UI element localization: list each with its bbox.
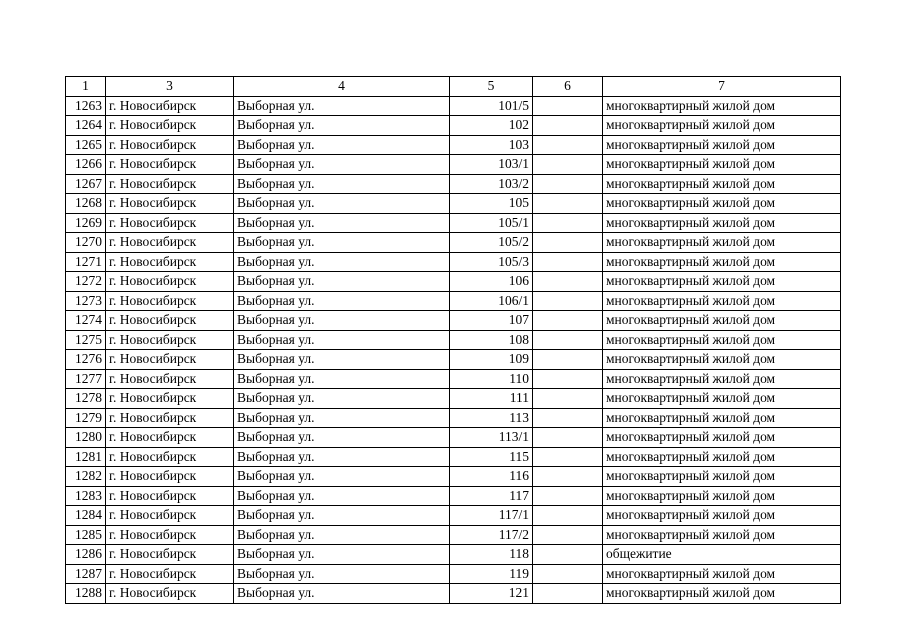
empty-cell [533,428,603,448]
table-row [66,350,841,370]
empty-cell [533,408,603,428]
table-row [66,252,841,272]
empty-cell [533,233,603,253]
house-number-cell: 102 [450,116,533,136]
house-number-cell: 103/2 [450,174,533,194]
house-number-cell: 106/1 [450,291,533,311]
city-cell: г. Новосибирск [106,330,234,350]
row-number: 1269 [66,213,106,233]
table-row [66,272,841,292]
building-type-cell: многоквартирный жилой дом [603,213,841,233]
street-cell: Выборная ул. [234,252,450,272]
table-row [66,389,841,409]
empty-cell [533,272,603,292]
house-number-cell: 115 [450,447,533,467]
street-cell: Выборная ул. [234,408,450,428]
house-number-cell: 116 [450,467,533,487]
city-cell: г. Новосибирск [106,525,234,545]
building-type-cell: многоквартирный жилой дом [603,467,841,487]
row-number: 1264 [66,116,106,136]
row-number: 1272 [66,272,106,292]
header-col-6: 6 [533,77,603,97]
row-number: 1279 [66,408,106,428]
address-table [65,76,841,604]
city-cell: г. Новосибирск [106,428,234,448]
table-row [66,486,841,506]
street-cell: Выборная ул. [234,330,450,350]
header-col-3: 3 [106,77,234,97]
row-number: 1266 [66,155,106,175]
empty-cell [533,369,603,389]
street-cell: Выборная ул. [234,135,450,155]
table-row [66,506,841,526]
table-row [66,174,841,194]
city-cell: г. Новосибирск [106,174,234,194]
house-number-cell: 107 [450,311,533,331]
house-number-cell: 101/5 [450,96,533,116]
row-number: 1280 [66,428,106,448]
table-body [66,96,841,603]
building-type-cell: многоквартирный жилой дом [603,447,841,467]
city-cell: г. Новосибирск [106,389,234,409]
row-number: 1273 [66,291,106,311]
empty-cell [533,467,603,487]
row-number: 1287 [66,564,106,584]
street-cell: Выборная ул. [234,545,450,565]
building-type-cell: многоквартирный жилой дом [603,389,841,409]
building-type-cell: многоквартирный жилой дом [603,252,841,272]
building-type-cell: многоквартирный жилой дом [603,96,841,116]
building-type-cell: общежитие [603,545,841,565]
street-cell: Выборная ул. [234,350,450,370]
city-cell: г. Новосибирск [106,350,234,370]
empty-cell [533,447,603,467]
house-number-cell: 113 [450,408,533,428]
empty-cell [533,252,603,272]
row-number: 1285 [66,525,106,545]
building-type-cell: многоквартирный жилой дом [603,525,841,545]
empty-cell [533,525,603,545]
empty-cell [533,350,603,370]
table-row [66,564,841,584]
street-cell: Выборная ул. [234,428,450,448]
empty-cell [533,389,603,409]
table-row [66,330,841,350]
street-cell: Выборная ул. [234,506,450,526]
street-cell: Выборная ул. [234,311,450,331]
building-type-cell: многоквартирный жилой дом [603,330,841,350]
house-number-cell: 110 [450,369,533,389]
house-number-cell: 103 [450,135,533,155]
house-number-cell: 119 [450,564,533,584]
building-type-cell: многоквартирный жилой дом [603,174,841,194]
empty-cell [533,506,603,526]
building-type-cell: многоквартирный жилой дом [603,155,841,175]
empty-cell [533,311,603,331]
building-type-cell: многоквартирный жилой дом [603,506,841,526]
table-row [66,116,841,136]
house-number-cell: 105 [450,194,533,214]
city-cell: г. Новосибирск [106,252,234,272]
street-cell: Выборная ул. [234,116,450,136]
house-number-cell: 103/1 [450,155,533,175]
street-cell: Выборная ул. [234,272,450,292]
city-cell: г. Новосибирск [106,213,234,233]
city-cell: г. Новосибирск [106,311,234,331]
building-type-cell: многоквартирный жилой дом [603,233,841,253]
header-col-1: 1 [66,77,106,97]
city-cell: г. Новосибирск [106,486,234,506]
building-type-cell: многоквартирный жилой дом [603,486,841,506]
empty-cell [533,96,603,116]
row-number: 1267 [66,174,106,194]
table-header [66,77,841,97]
house-number-cell: 113/1 [450,428,533,448]
street-cell: Выборная ул. [234,389,450,409]
city-cell: г. Новосибирск [106,135,234,155]
street-cell: Выборная ул. [234,155,450,175]
city-cell: г. Новосибирск [106,545,234,565]
empty-cell [533,155,603,175]
empty-cell [533,213,603,233]
table-row [66,194,841,214]
empty-cell [533,545,603,565]
table-row [66,96,841,116]
empty-cell [533,330,603,350]
street-cell: Выборная ул. [234,525,450,545]
building-type-cell: многоквартирный жилой дом [603,116,841,136]
empty-cell [533,584,603,604]
city-cell: г. Новосибирск [106,506,234,526]
house-number-cell: 118 [450,545,533,565]
empty-cell [533,116,603,136]
building-type-cell: многоквартирный жилой дом [603,272,841,292]
empty-cell [533,486,603,506]
house-number-cell: 117/1 [450,506,533,526]
city-cell: г. Новосибирск [106,369,234,389]
street-cell: Выборная ул. [234,174,450,194]
street-cell: Выборная ул. [234,369,450,389]
house-number-cell: 108 [450,330,533,350]
row-number: 1277 [66,369,106,389]
city-cell: г. Новосибирск [106,564,234,584]
street-cell: Выборная ул. [234,486,450,506]
house-number-cell: 105/1 [450,213,533,233]
row-number: 1288 [66,584,106,604]
table-row [66,291,841,311]
building-type-cell: многоквартирный жилой дом [603,291,841,311]
table-row [66,545,841,565]
building-type-cell: многоквартирный жилой дом [603,584,841,604]
street-cell: Выборная ул. [234,233,450,253]
empty-cell [533,291,603,311]
header-col-4: 4 [234,77,450,97]
city-cell: г. Новосибирск [106,447,234,467]
table-row [66,135,841,155]
building-type-cell: многоквартирный жилой дом [603,369,841,389]
empty-cell [533,194,603,214]
table-row [66,525,841,545]
city-cell: г. Новосибирск [106,116,234,136]
row-number: 1278 [66,389,106,409]
row-number: 1275 [66,330,106,350]
empty-cell [533,174,603,194]
table-row [66,369,841,389]
street-cell: Выборная ул. [234,467,450,487]
house-number-cell: 109 [450,350,533,370]
building-type-cell: многоквартирный жилой дом [603,564,841,584]
house-number-cell: 105/3 [450,252,533,272]
building-type-cell: многоквартирный жилой дом [603,350,841,370]
building-type-cell: многоквартирный жилой дом [603,428,841,448]
table-row [66,213,841,233]
city-cell: г. Новосибирск [106,96,234,116]
city-cell: г. Новосибирск [106,467,234,487]
row-number: 1286 [66,545,106,565]
row-number: 1276 [66,350,106,370]
row-number: 1284 [66,506,106,526]
table-row [66,408,841,428]
building-type-cell: многоквартирный жилой дом [603,408,841,428]
table-row [66,233,841,253]
street-cell: Выборная ул. [234,584,450,604]
city-cell: г. Новосибирск [106,155,234,175]
table-row [66,467,841,487]
street-cell: Выборная ул. [234,291,450,311]
city-cell: г. Новосибирск [106,408,234,428]
header-col-5: 5 [450,77,533,97]
table-row [66,428,841,448]
building-type-cell: многоквартирный жилой дом [603,135,841,155]
table-row [66,155,841,175]
table-row [66,311,841,331]
table-row [66,447,841,467]
building-type-cell: многоквартирный жилой дом [603,311,841,331]
house-number-cell: 117/2 [450,525,533,545]
house-number-cell: 117 [450,486,533,506]
empty-cell [533,564,603,584]
header-col-7: 7 [603,77,841,97]
street-cell: Выборная ул. [234,96,450,116]
street-cell: Выборная ул. [234,213,450,233]
row-number: 1270 [66,233,106,253]
street-cell: Выборная ул. [234,447,450,467]
building-type-cell: многоквартирный жилой дом [603,194,841,214]
row-number: 1283 [66,486,106,506]
row-number: 1271 [66,252,106,272]
city-cell: г. Новосибирск [106,584,234,604]
header-row [66,77,841,97]
city-cell: г. Новосибирск [106,194,234,214]
city-cell: г. Новосибирск [106,272,234,292]
empty-cell [533,135,603,155]
row-number: 1268 [66,194,106,214]
row-number: 1274 [66,311,106,331]
city-cell: г. Новосибирск [106,291,234,311]
city-cell: г. Новосибирск [106,233,234,253]
house-number-cell: 111 [450,389,533,409]
street-cell: Выборная ул. [234,564,450,584]
house-number-cell: 105/2 [450,233,533,253]
row-number: 1265 [66,135,106,155]
house-number-cell: 106 [450,272,533,292]
row-number: 1281 [66,447,106,467]
row-number: 1282 [66,467,106,487]
house-number-cell: 121 [450,584,533,604]
street-cell: Выборная ул. [234,194,450,214]
table-row [66,584,841,604]
row-number: 1263 [66,96,106,116]
